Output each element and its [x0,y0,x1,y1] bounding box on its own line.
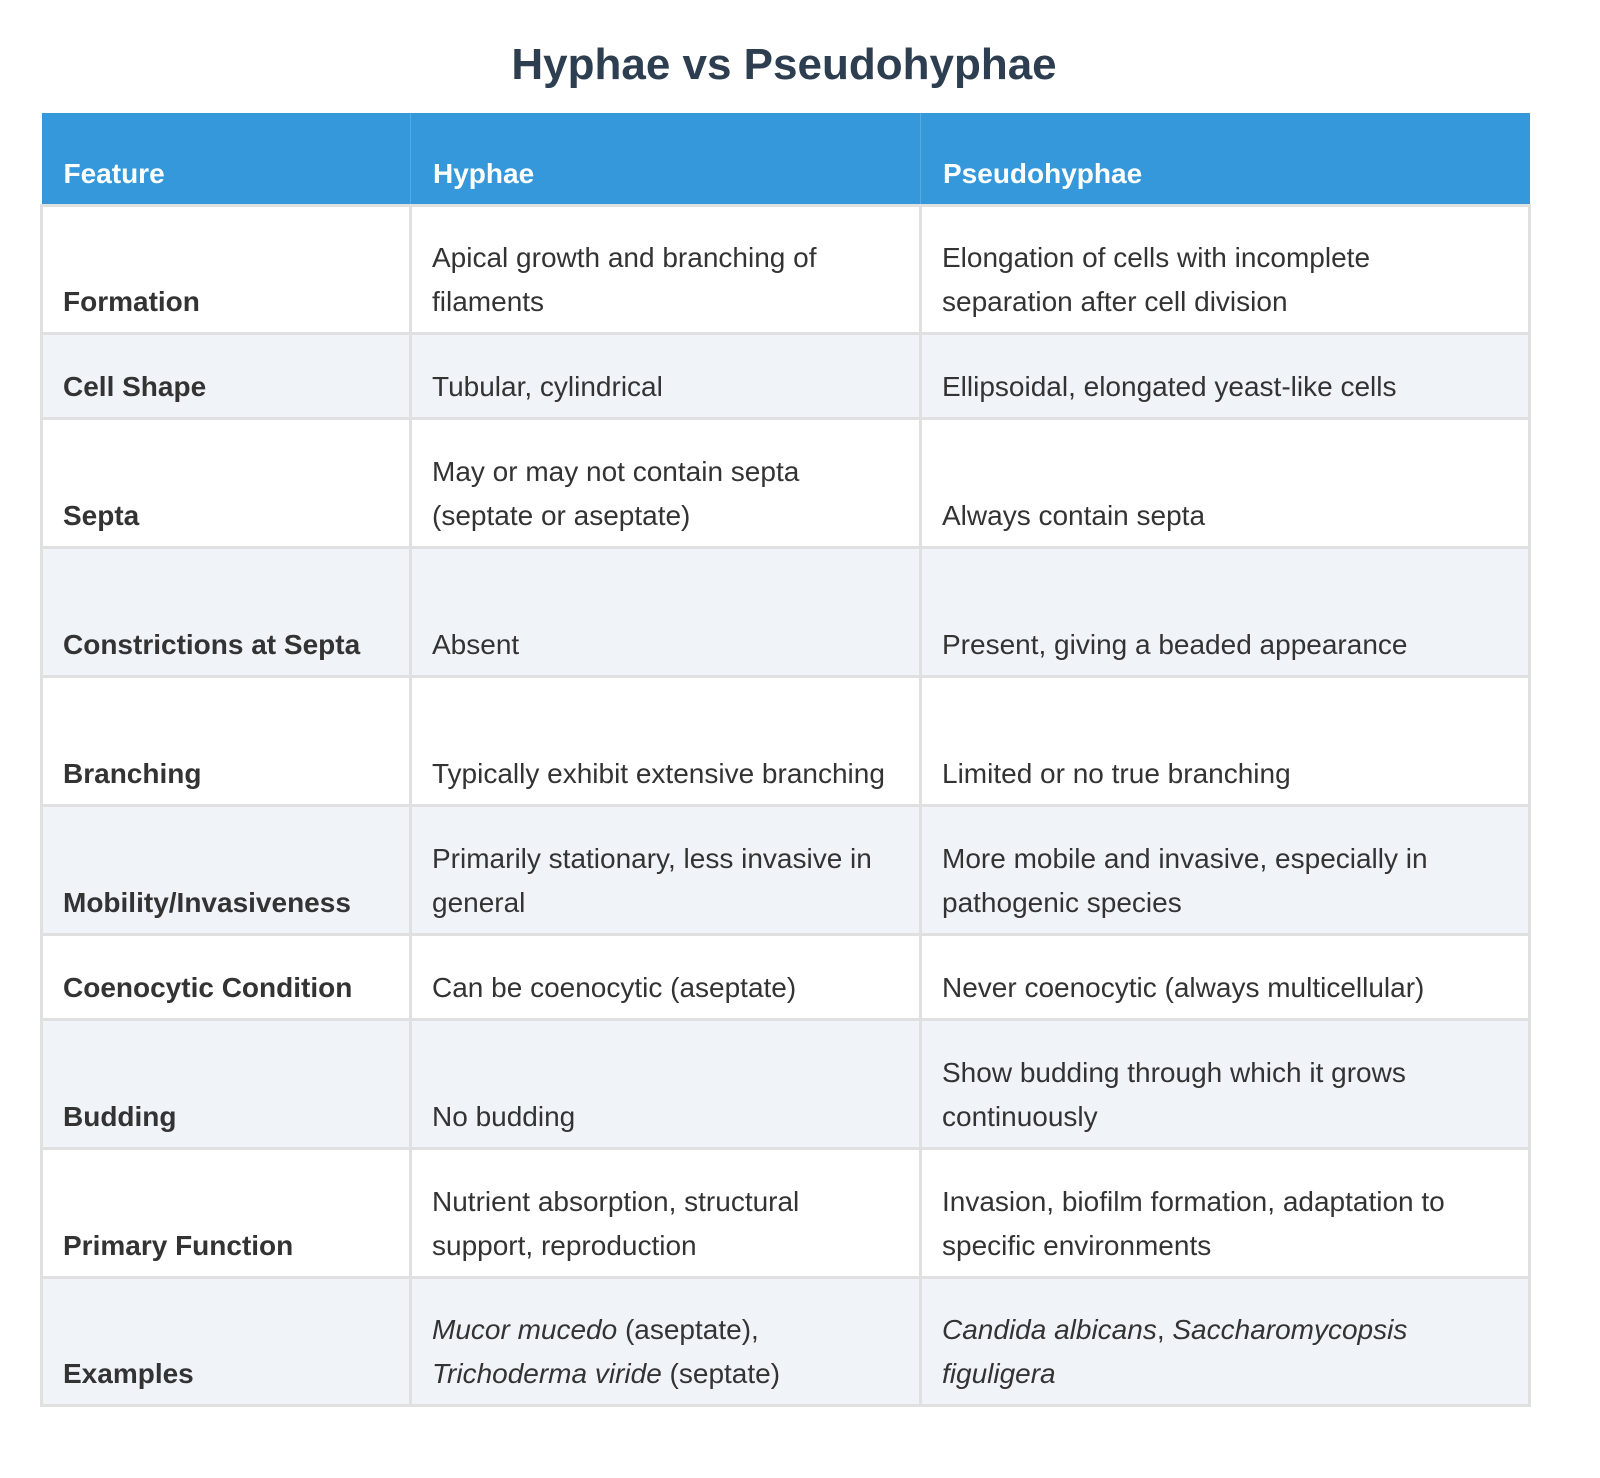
header-pseudohyphae: Pseudohyphae [921,113,1530,205]
table-row [42,676,1530,805]
pseudohyphae-cell: Show budding through which it grows continuously [921,1019,1530,1148]
table-row [42,547,1530,676]
species-note: (aseptate), [617,1313,759,1345]
separator: , [1156,1313,1173,1345]
table-row [42,333,1530,418]
comparison-table [40,113,1531,1407]
pseudohyphae-cell [921,1277,1530,1405]
hyphae-cell: Nutrient absorption, structural support, reproduction [411,1148,921,1277]
feature-cell: Cell Shape [42,333,411,418]
hyphae-cell [411,1277,921,1405]
feature-cell: Septa [42,418,411,547]
table-row [42,1148,1530,1277]
pseudohyphae-cell: Limited or no true branching [921,676,1530,805]
feature-cell: Examples [42,1277,411,1405]
feature-cell: Coenocytic Condition [42,934,411,1019]
table-row [42,418,1530,547]
table-row [42,934,1530,1019]
hyphae-cell: Can be coenocytic (aseptate) [411,934,921,1019]
pseudohyphae-cell: Ellipsoidal, elongated yeast-like cells [921,333,1530,418]
feature-cell: Constrictions at Septa [42,547,411,676]
pseudohyphae-cell: Never coenocytic (always multicellular) [921,934,1530,1019]
feature-cell: Formation [42,205,411,333]
feature-cell: Mobility/Invasiveness [42,805,411,934]
pseudohyphae-cell: Invasion, biofilm formation, adaptation to specific environments [921,1148,1530,1277]
header-feature: Feature [42,113,411,205]
header-hyphae: Hyphae [411,113,921,205]
table-row [42,205,1530,333]
species-name: Candida albicans [942,1313,1157,1345]
page-title: Hyphae vs Pseudohyphae [511,40,1057,89]
feature-cell: Branching [42,676,411,805]
pseudohyphae-cell: More mobile and invasive, especially in pathogenic species [921,805,1530,934]
species-note: (septate) [661,1357,781,1389]
table-row [42,1019,1530,1148]
pseudohyphae-cell: Always contain septa [921,418,1530,547]
hyphae-cell: Primarily stationary, less invasive in general [411,805,921,934]
hyphae-cell: Tubular, cylindrical [411,333,921,418]
hyphae-cell: Absent [411,547,921,676]
hyphae-cell: No budding [411,1019,921,1148]
species-name: Mucor mucedo [432,1313,618,1345]
hyphae-cell: May or may not contain septa (septate or aseptate) [411,418,921,547]
feature-cell: Primary Function [42,1148,411,1277]
feature-cell: Budding [42,1019,411,1148]
species-name: Trichoderma viride [432,1357,662,1389]
table-header-row [42,113,1530,205]
pseudohyphae-cell: Elongation of cells with incomplete separation after cell division [921,205,1530,333]
table-row [42,805,1530,934]
species-name: Saccharomycopsis figuligera [942,1313,1408,1389]
pseudohyphae-cell: Present, giving a beaded appearance [921,547,1530,676]
hyphae-cell: Typically exhibit extensive branching [411,676,921,805]
hyphae-cell: Apical growth and branching of filaments [411,205,921,333]
table-row [42,1277,1530,1405]
